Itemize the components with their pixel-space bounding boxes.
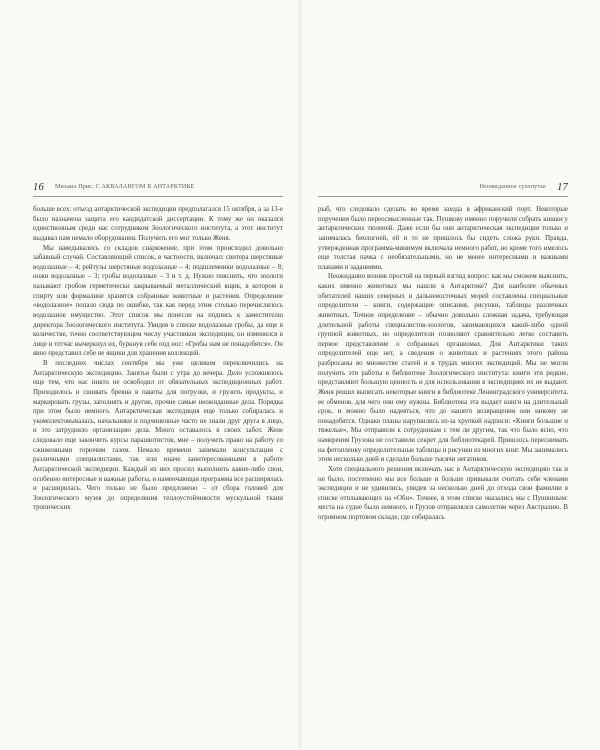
paragraph: больше всех: отъезд антарктической экспедиции предполагался 15 октября, а за 13-е было назначена защита его кандидатской диссертации. К тому же он оказался единственным среди нас сотрудником Зоологического института, а этот институт выдавал нам немало оборудования. Получить его мог только Женя. — [33, 206, 283, 242]
right-page-header — [318, 182, 568, 197]
paragraph: Мы наведывались со складов снаряжение, при этом происходил довольно забавный случай. Составляющий список, в частности, включал: свитера шерстяные водолазные – 4; рейтузы шерстяные водолазные – 4; подшлемники водолазные – 8; ножи водолазные – 3; гробы водолазные – 3 и т. д. Нужно пояснить, что зоологи называют гробом герметически закрываемый металлический ящик, в котором в спирту или формалине хранятся собранные животные и растения. Определение «водолазное» попало сюда по ошибке, так как перед этим столько перечислялось водолазное имущество. Этот список мы понесли на подпись к заместителю директора Зоологического института. Увидев в списке водолазные гробы, да еще в количестве, точно соответствующем числу участников экспедиции, он изменился в лице и тотчас вычеркнул их, буркнув себе под нос: «Гробы нам не понадобятся». Он явно представил себе не ящики для хранения коллекций. — [33, 244, 283, 358]
paragraph: Хотя специального решения включать нас в Антарктическую экспедицию так и не было, постепенно мы все больше и больше привыкали считать себя членами экспедиции и не удивились, увидев за несколько дней до отхода свои фамилии в списке отплывающих на «Оби». Точнее, в этом списке оказались мы с Пушкиным: места на судне было немного, и Грузов отправлялся самолетом через Австралию. В огромном портовом складе, где собиралась — [318, 465, 568, 521]
left-page-number: 16 — [33, 182, 44, 193]
left-page-text — [33, 205, 283, 513]
left-running-head: Михаил Прис. С АКВАЛАНГОМ В АНТАРКТИКЕ — [55, 184, 195, 190]
left-page-header — [33, 182, 283, 197]
right-page-text — [318, 205, 568, 523]
book-gutter — [297, 0, 303, 750]
right-page — [318, 182, 568, 523]
paragraph: В последних числах сентября мы уже целиком переключились на Антарктическую экспедицию. Занятья были с утра до вечера. Дело усложнялось еще тем, что нас никто не освободил от обязательных экспедиционных работ. Приходилось и сшивать бревна в пакеты для погрузки, и грузить продукты, и маркировать грузы, заполнять и другие, прочие самые неожиданные дела. Порядка при этом было немного. Антарктическая экспедиция еще только собиралась и укомплектовывалась, начальники и подчиненные часто не знали друг друга в лицо, и это затрудняло организацию дела. Много оставалось в своих забот. Жене следовало еще закончить курсы парашютистов, мне – получить право на работу со сжиженными горючим газом. Немало времени занимали консультации с различными специалистами, так или иначе заинтересованными в работе Антарктической экспедиции. Каждый из них просил выполнить какие-либо свои, особенно интересные и важные работы, и наменчающая программа все расширялась и расширялась. Чего только не было предложено – от сбора головей для Зоологического музея до определения теплоустойчивости мускульной ткани тропических — [33, 360, 283, 512]
paragraph: Неожиданно возник простой на первый взгляд вопрос: как мы сможем выяснить, каких именно животных мы нашли в Антарктике? Для наиболее обычных обитателей наших северных и дальневосточных морей составлены специальные определители – книги, содержащие описания, рисунки, таблицы различных животных. Точное определение – обычно довольно сложная задача, требующая длительной работы специалистов-зоологов, занимающихся какой-либо одной группой животных, но определители позволяют сравнительно легко составить первое представление о собранных организмах. Для Антарктики таких определителей еще нет, а сведения о животных и растениях этого района разбросаны во множестве статей и в трудах многих экспедиций. Мы не могли получить эти работы в библиотеке Зоологического института: книги эти редкие, представляют большую ценность и для использования в экспедициях их не выдают. Женя решил выписать некоторые книги в библиотеке Ленинградского университета, ее обменов, для чего они ему нужны. Библиотека эта выдает книги на длительный срок, и можно было надеяться, что до нашего возвращения они никому не понадобятся. Однако планы нарушились из-за хрупкой надписи: «Книги большие и тяжелые», Мы отправили к сотрудникам с тем ли другим, так что было ясно, что намерения Грузова не составили секрет для библиотекарей. Пришлось переснимать на фотопленку определительные таблицы и рисунки из многих книг. Мы занимались этим несколько дней и сделали больше тысячи негативов. — [318, 273, 568, 464]
left-page — [33, 182, 283, 513]
right-page-number: 17 — [557, 182, 568, 193]
right-running-head: Неожиданное сухопутье — [479, 184, 546, 190]
paragraph: рыб, что следовало сделать во время захода в африканский порт. Некоторые поручения было переосмысленные так. Пушкову именно поручили собрать кишки у антарктических тюленей. Даже если бы они антарктическая экспедиция только и занималась биологией, ей и то не пришлось бы сидеть сложа руки. Правда, утвержденная программа-минимум включала немного работ, но кроме того имелось еще толстая пачка с необязательными, но не менее интересными и важными планами и заданиями. — [318, 206, 568, 271]
